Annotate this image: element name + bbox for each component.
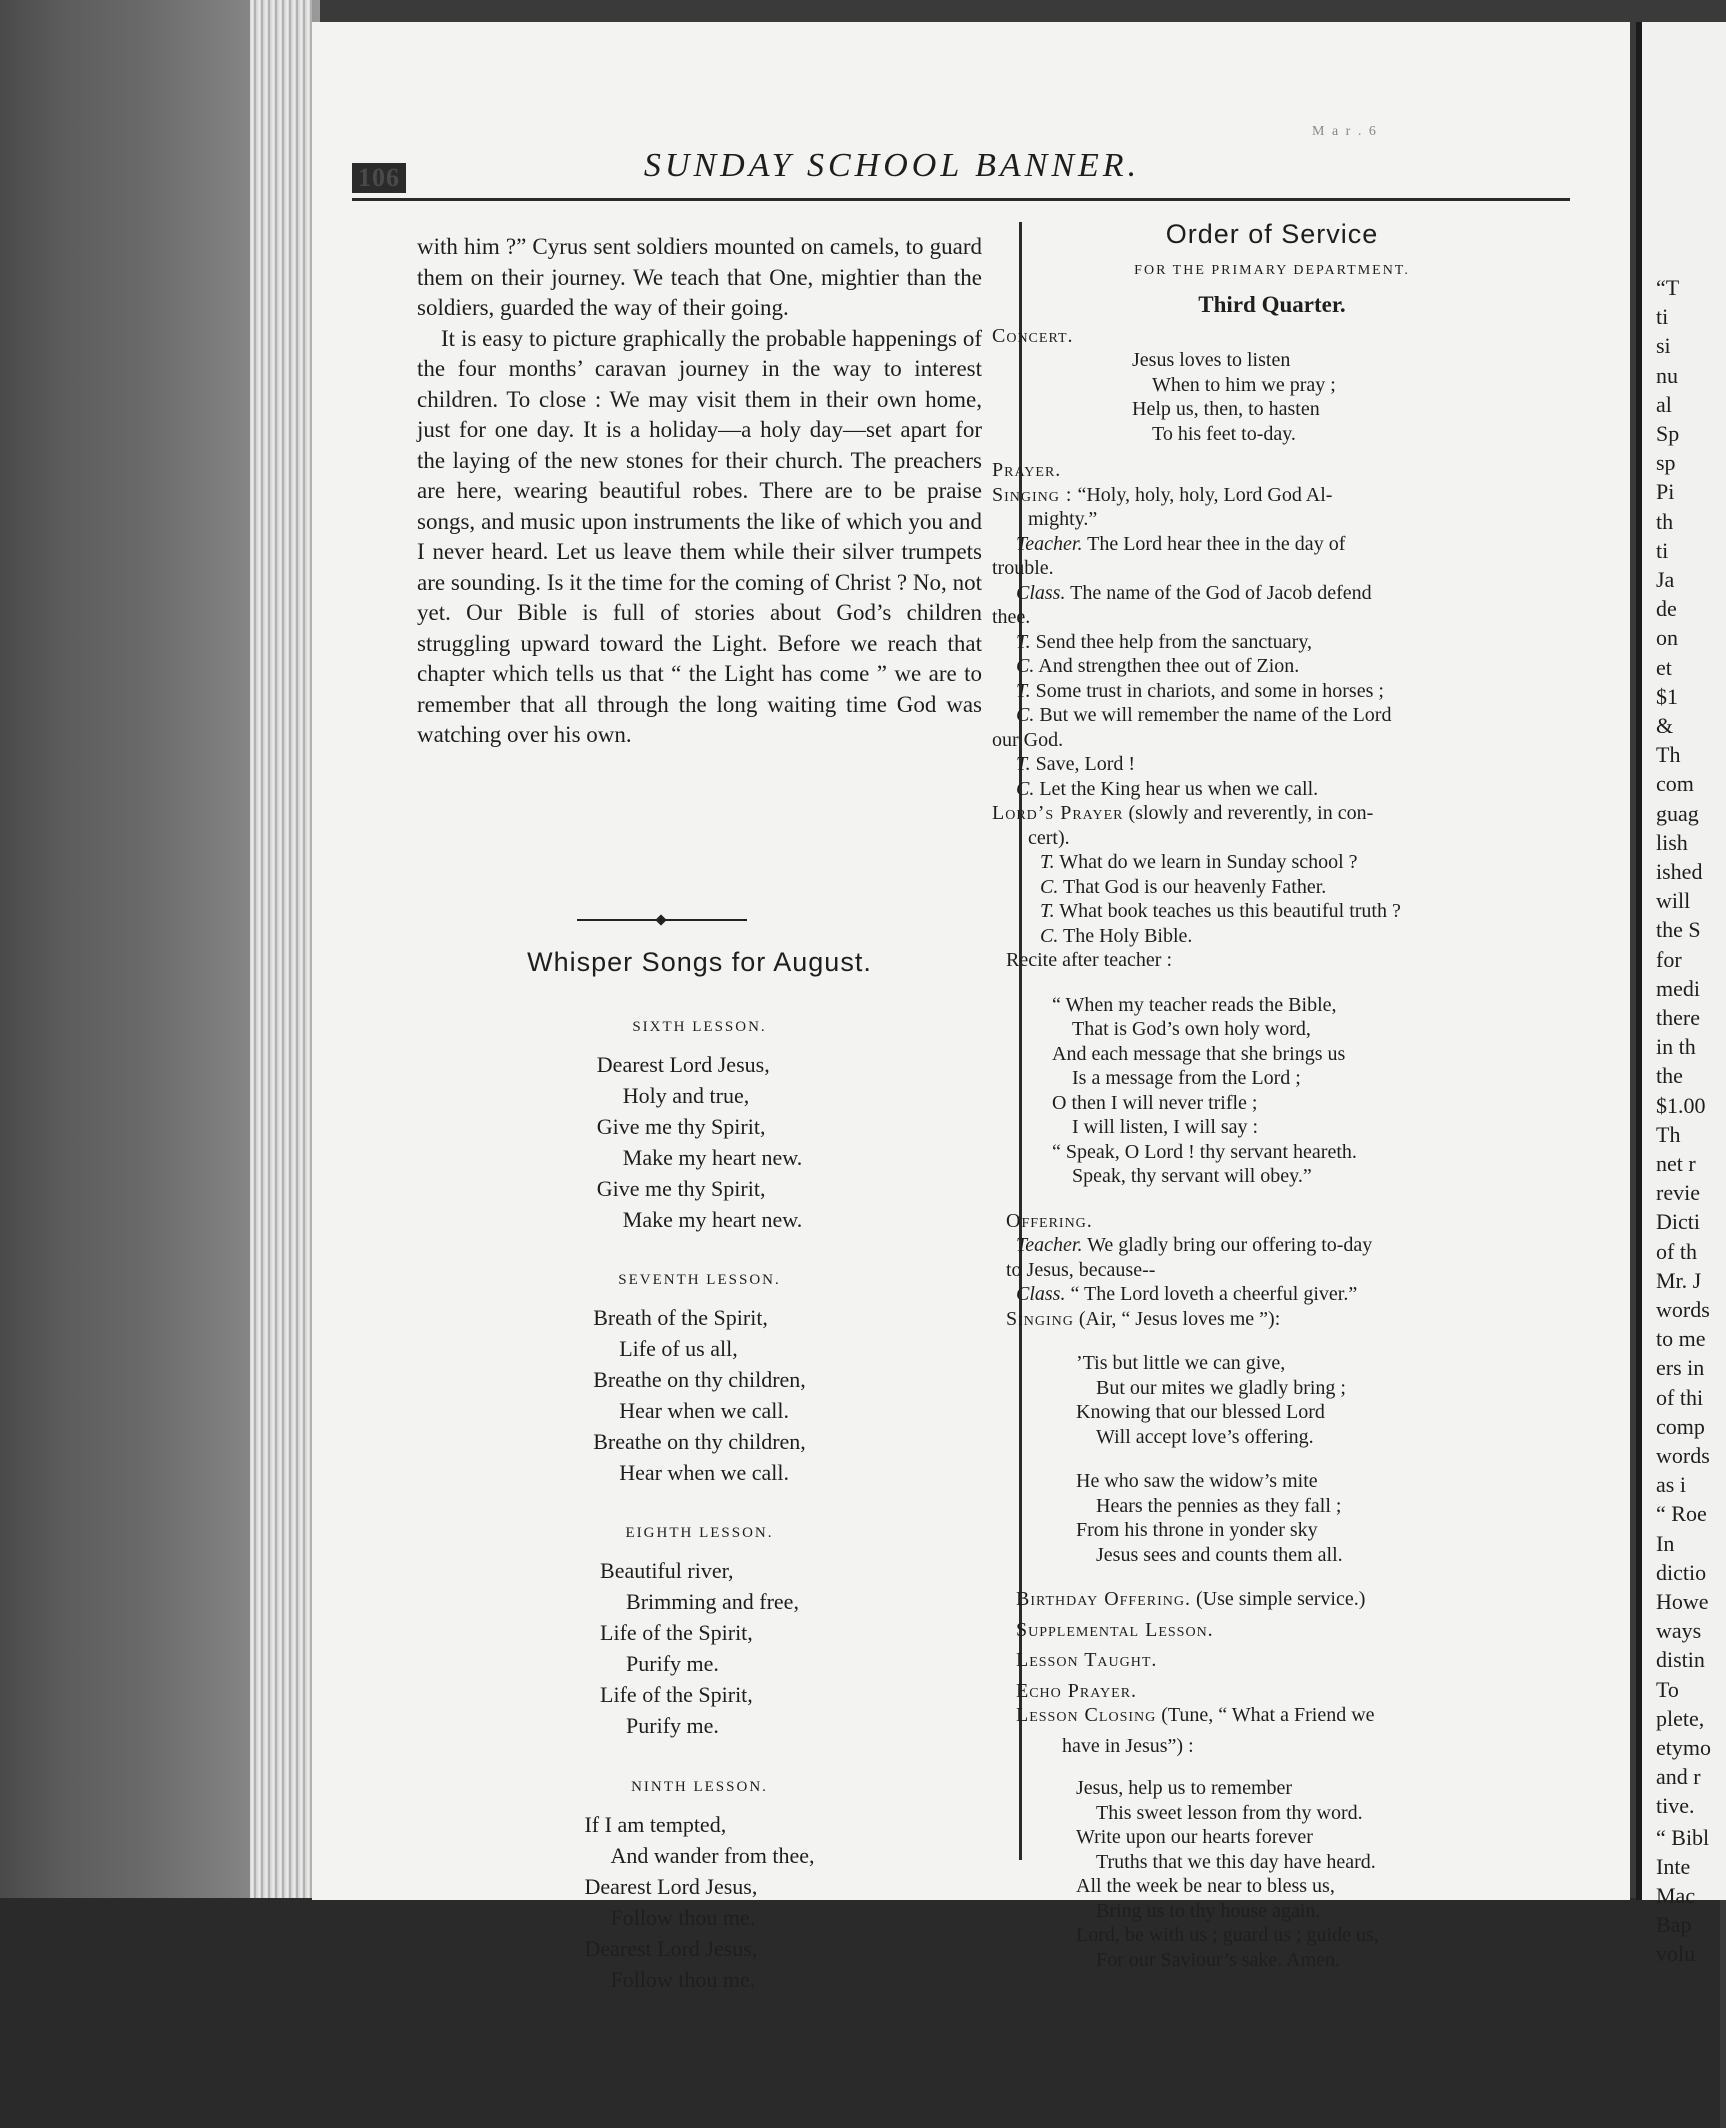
verse-line: Life of the Spirit, xyxy=(600,1681,753,1707)
offering-label: Offering. xyxy=(1006,1209,1093,1232)
verse-line: Jesus loves to listen xyxy=(1132,349,1291,371)
facing-page-text-fragment: words xyxy=(1656,1297,1710,1322)
ornament-divider xyxy=(577,914,747,926)
dialog-text: The name of the God of Jacob defend xyxy=(1070,581,1372,604)
recite-instruction: Recite after teacher : xyxy=(1006,949,1172,971)
verse-line: Jesus, help us to remember xyxy=(1076,1777,1293,1799)
verse-line: Jesus sees and counts them all. xyxy=(1096,1543,1343,1566)
page-number: 106 xyxy=(352,163,406,193)
speaker-label: T. xyxy=(1016,753,1031,775)
facing-page-text-fragment: lish xyxy=(1656,829,1688,855)
lesson-sixth xyxy=(417,1012,982,1235)
dialog-text: What do we learn in Sunday school ? xyxy=(1059,851,1358,873)
dialog-text: What book teaches us this beautiful truth ? xyxy=(1059,900,1401,922)
offering-verse-1 xyxy=(992,1351,1552,1449)
masthead: SUNDAY SCHOOL BANNER. xyxy=(643,147,1141,184)
facing-page-text-fragment: words xyxy=(1656,1443,1710,1468)
verse-line: Follow thou me. xyxy=(610,1966,756,1992)
facing-page-text-fragment: ished xyxy=(1656,859,1703,884)
offering-teacher-continued: to Jesus, because-- xyxy=(1006,1258,1156,1281)
facing-page-text-fragment: distin xyxy=(1656,1647,1705,1673)
echo-prayer: Echo Prayer. xyxy=(1016,1679,1138,1702)
lesson-title: NINTH LESSON. xyxy=(631,1779,768,1795)
dialog-line xyxy=(1016,899,1552,924)
verse-line: Give me thy Spirit, xyxy=(596,1113,766,1139)
speaker-label: C. xyxy=(1016,655,1035,677)
lesson-eighth xyxy=(417,1518,982,1741)
verse-line: Purify me. xyxy=(626,1650,719,1676)
verse-line: That is God’s own holy word, xyxy=(1072,1018,1311,1040)
facing-page-text-fragment: com xyxy=(1656,771,1694,797)
facing-page-text-fragment: Howe xyxy=(1656,1589,1709,1614)
verse-line: Speak, thy servant will obey.” xyxy=(1072,1165,1312,1187)
page-edges xyxy=(250,0,312,2128)
facing-page-text-fragment: tive. xyxy=(1656,1793,1695,1819)
facing-page-text-fragment: net r xyxy=(1656,1151,1696,1176)
speaker-label: C. xyxy=(1040,875,1059,898)
facing-page-text-fragment: guag xyxy=(1656,800,1699,826)
facing-page-text-fragment: Ja xyxy=(1656,567,1675,592)
dialog-text: And strengthen thee out of Zion. xyxy=(1038,655,1300,677)
facing-page-fragment xyxy=(1636,22,1726,1966)
verse-line: Dearest Lord Jesus, xyxy=(584,1935,758,1961)
verse-line: Will accept love’s offering. xyxy=(1096,1425,1314,1448)
facing-page-text-fragment: “ Bibl xyxy=(1656,1825,1710,1850)
catechism xyxy=(992,850,1552,948)
verse-line: Make my heart new. xyxy=(622,1144,803,1170)
department-subtitle: FOR THE PRIMARY DEPARTMENT. xyxy=(1134,262,1410,278)
facing-page-text-fragment: Mr. J xyxy=(1656,1267,1702,1293)
speaker-label: T. xyxy=(1016,679,1031,702)
singing-continued: mighty.” xyxy=(1028,508,1098,530)
left-column xyxy=(417,232,982,1992)
verse-line: Follow thou me. xyxy=(610,1904,756,1930)
recite-verse xyxy=(992,993,1552,1189)
dialog-text: That God is our heavenly Father. xyxy=(1062,875,1327,898)
verse-line: Hears the pennies as they fall ; xyxy=(1096,1494,1342,1517)
verse-line: Life of the Spirit, xyxy=(600,1619,753,1645)
lesson-seventh xyxy=(417,1265,982,1488)
lesson-closing-line xyxy=(992,1703,1552,1728)
dialog-text: Let the King hear us when we call. xyxy=(1039,777,1319,800)
dialog-line xyxy=(992,752,1552,777)
facing-page-text-fragment: for xyxy=(1656,946,1682,972)
verse-line: Write upon our hearts forever xyxy=(1076,1826,1313,1848)
dialog-text: The Holy Bible. xyxy=(1062,924,1193,947)
dialog-text: Save, Lord ! xyxy=(1035,753,1136,775)
offering-teacher-text: We gladly bring our offering to-day xyxy=(1087,1234,1373,1256)
verse-line: Knowing that our blessed Lord xyxy=(1076,1401,1325,1423)
facing-page-text-fragment: etymo xyxy=(1656,1735,1711,1760)
verse-line: To his feet to-day. xyxy=(1152,422,1296,445)
verse-line: O then I will never trifle ; xyxy=(1052,1091,1258,1114)
dialog-line xyxy=(992,728,1552,753)
facing-page-text-fragment: Bap xyxy=(1656,1912,1692,1937)
facing-page-text-fragment: to me xyxy=(1656,1326,1706,1352)
speaker-label: C. xyxy=(1016,777,1035,800)
concert-label: Concert. xyxy=(992,324,1074,347)
facing-page-text-fragment: & xyxy=(1656,713,1674,738)
facing-page-text-fragment: ways xyxy=(1656,1618,1702,1644)
scanned-page xyxy=(312,22,1630,1992)
lesson-ninth xyxy=(417,1772,982,1995)
facing-page-text-fragment: Sp xyxy=(1656,421,1680,446)
facing-page-text-fragment: revie xyxy=(1656,1180,1700,1206)
lesson-title: SIXTH LESSON. xyxy=(632,1019,767,1035)
responsive-reading xyxy=(992,532,1552,802)
dialog-line xyxy=(992,703,1552,728)
facing-page-text-fragment: si xyxy=(1656,333,1671,359)
facing-page-text-fragment: “T xyxy=(1656,275,1680,300)
order-of-service-title: Order of Service xyxy=(1165,219,1379,249)
verse-line: “ Speak, O Lord ! thy servant heareth. xyxy=(1052,1140,1357,1163)
verse-line: From his throne in yonder sky xyxy=(1076,1519,1318,1541)
facing-page-text-fragment: ers in xyxy=(1656,1355,1705,1381)
verse-line: All the week be near to bless us, xyxy=(1076,1875,1335,1897)
singing2-line xyxy=(992,1307,1552,1332)
verse-line: For our Saviour’s sake. Amen. xyxy=(1096,1948,1341,1971)
facing-page-text-fragment: in th xyxy=(1656,1034,1696,1060)
facing-page-text-fragment: there xyxy=(1656,1005,1700,1030)
verse-line: Brimming and free, xyxy=(626,1588,799,1614)
paragraph: It is easy to picture graphically the probable happenings of the four months’ caravan journey in the way to interest children. To close : We may visit them in their own home, just for one day. It is a holiday—a holy day—set apart for the laying of the new stones for their church. The preachers are here, wearing beautiful robes. There are to be praise songs, and music upon instruments the like of which you and I never heard. Let us leave them while their silver trumpets are sounding. Is it the time for the coming of Christ ? No, not yet. Our Bible is full of stories about God’s children struggling upward toward the Light. Before we reach that chapter which tells us that “ the Light has come ” we are to remember that all through the long waiting time God was watching over his own. xyxy=(417,325,982,747)
corner-mark: M a r . 6 xyxy=(1312,124,1378,139)
speaker-label: Class. xyxy=(1016,1283,1066,1305)
offering-verse-2 xyxy=(992,1469,1552,1567)
facing-page-text-fragment: medi xyxy=(1656,975,1700,1001)
verse-line: Beautiful river, xyxy=(600,1557,734,1583)
verse-line: Dearest Lord Jesus, xyxy=(584,1873,758,1899)
dialog-line xyxy=(992,605,1552,630)
verse-line: This sweet lesson from thy word. xyxy=(1096,1801,1363,1824)
facing-page-text-fragment: as i xyxy=(1656,1472,1686,1498)
lesson-title: EIGHTH LESSON. xyxy=(625,1525,774,1541)
facing-page-text-fragment: of th xyxy=(1656,1238,1697,1264)
dialog-text: The Lord hear thee in the day of xyxy=(1087,532,1346,555)
facing-page-text-fragment: al xyxy=(1656,391,1672,417)
speaker-label: T. xyxy=(1040,900,1055,922)
lords-prayer-continued: cert). xyxy=(1028,826,1070,849)
facing-page-text-fragment: the S xyxy=(1656,917,1701,943)
paragraph: with him ?” Cyrus sent soldiers mounted on camels, to guard them on their journey. We teach that One, mightier than the soldiers, guarded the way of their going. xyxy=(417,234,982,320)
facing-page-text-fragment: Mac xyxy=(1656,1883,1696,1908)
lords-prayer-label: Lord’s Prayer xyxy=(992,802,1124,824)
dialog-text: Send thee help from the sanctuary, xyxy=(1035,630,1313,653)
verse-line: “ When my teacher reads the Bible, xyxy=(1052,993,1337,1016)
verse-line: And each message that she brings us xyxy=(1052,1042,1346,1065)
dialog-text: Some trust in chariots, and some in horses ; xyxy=(1035,679,1384,702)
birthday-label: Birthday Offering. xyxy=(1016,1588,1191,1610)
facing-page-text-fragment: de xyxy=(1656,596,1677,622)
concert-verse xyxy=(992,348,1552,446)
dialog-text: our God. xyxy=(992,728,1064,751)
dialog-line xyxy=(992,532,1552,557)
verse-line: Truths that we this day have heard. xyxy=(1096,1850,1376,1873)
birthday-offering-line xyxy=(992,1587,1552,1612)
singing-label: Singing : xyxy=(992,483,1073,506)
birthday-text: (Use simple service.) xyxy=(1196,1588,1366,1610)
lesson-verse xyxy=(597,1049,802,1235)
dialog-line xyxy=(1016,924,1552,949)
page-header xyxy=(352,137,1432,197)
facing-page-text-fragment: Th xyxy=(1656,1121,1681,1147)
facing-page-text-fragment: comp xyxy=(1656,1413,1705,1439)
lesson-closing-continued: have in Jesus”) : xyxy=(1062,1734,1194,1757)
speaker-label: C. xyxy=(1040,924,1059,947)
facing-page-text-fragment: sp xyxy=(1656,450,1676,476)
whisper-songs-title: Whisper Songs for August. xyxy=(527,947,872,977)
offering-class-text: “ The Lord loveth a cheerful giver.” xyxy=(1070,1283,1358,1305)
dialog-line xyxy=(992,556,1552,581)
verse-line: ’Tis but little we can give, xyxy=(1076,1352,1286,1374)
facing-page-text-fragment: Pi xyxy=(1656,479,1675,505)
facing-page-text-fragment: “ Roe xyxy=(1656,1501,1707,1527)
speaker-label: Class. xyxy=(1016,581,1066,604)
verse-line: Life of us all, xyxy=(619,1335,738,1361)
dialog-line xyxy=(1016,850,1552,875)
verse-line: Hear when we call. xyxy=(619,1459,789,1485)
speaker-label: Teacher. xyxy=(1016,1234,1083,1256)
facing-page-text-fragment: plete, xyxy=(1656,1705,1705,1731)
dialog-text: trouble. xyxy=(992,557,1054,579)
speaker-label: T. xyxy=(1016,630,1031,653)
facing-page-text-fragment: of thi xyxy=(1656,1384,1704,1410)
dialog-text: thee. xyxy=(992,606,1031,628)
quarter-heading: Third Quarter. xyxy=(1198,292,1346,317)
facing-page-text-fragment: th xyxy=(1656,508,1674,534)
speaker-label: Teacher. xyxy=(1016,532,1083,555)
facing-page-text-fragment: and r xyxy=(1656,1764,1701,1790)
verse-line: If I am tempted, xyxy=(584,1811,727,1837)
lords-prayer-text: (slowly and reverently, in con- xyxy=(1128,802,1374,824)
verse-line: Hear when we call. xyxy=(619,1397,789,1423)
dialog-line xyxy=(992,679,1552,704)
facing-page-text-fragment: In xyxy=(1656,1530,1675,1556)
dialog-line xyxy=(992,654,1552,679)
verse-line: When to him we pray ; xyxy=(1152,373,1336,396)
verse-line: Give me thy Spirit, xyxy=(596,1175,766,1201)
singing-text: “Holy, holy, holy, Lord God Al- xyxy=(1077,483,1333,506)
prayer-label: Prayer. xyxy=(992,459,1062,481)
lesson-closing-label: Lesson Closing xyxy=(1016,1704,1157,1726)
header-rule xyxy=(352,198,1570,201)
singing-line xyxy=(992,483,1552,508)
verse-line: Dearest Lord Jesus, xyxy=(596,1051,770,1077)
facing-page-text-fragment: Inte xyxy=(1656,1854,1691,1879)
verse-line: Is a message from the Lord ; xyxy=(1072,1067,1301,1089)
facing-page-text-fragment: Th xyxy=(1656,742,1681,768)
facing-page-text-fragment: et xyxy=(1656,654,1672,680)
lesson-taught: Lesson Taught. xyxy=(1016,1649,1158,1671)
verse-line: Breath of the Spirit, xyxy=(593,1304,768,1330)
singing2-label: Singing xyxy=(1006,1307,1074,1330)
facing-page-text-fragment: dictio xyxy=(1656,1559,1707,1585)
offering-class-line xyxy=(992,1282,1552,1307)
supplemental-lesson: Supplemental Lesson. xyxy=(1016,1618,1214,1641)
offering-teacher-line xyxy=(992,1233,1552,1258)
verse-line: Breathe on thy children, xyxy=(593,1428,806,1454)
verse-line: And wander from thee, xyxy=(610,1842,815,1868)
right-column xyxy=(992,219,1552,1992)
dialog-text: But we will remember the name of the Lord xyxy=(1039,704,1392,726)
lords-prayer-line xyxy=(992,801,1552,826)
verse-line: Lord, be with us ; guard us ; guide us, xyxy=(1076,1924,1379,1946)
lesson-closing-text: (Tune, “ What a Friend we xyxy=(1161,1704,1375,1726)
verse-line: Breathe on thy children, xyxy=(593,1366,806,1392)
facing-page-text-fragment: ti xyxy=(1656,304,1669,330)
facing-page-text-fragment: ti xyxy=(1656,537,1669,563)
facing-page-text-fragment: $1.00 xyxy=(1656,1092,1706,1118)
dialog-line xyxy=(992,581,1552,606)
facing-page-text-fragment: $1 xyxy=(1656,683,1678,709)
facing-page-text-fragment: Dicti xyxy=(1656,1209,1700,1235)
verse-line: I will listen, I will say : xyxy=(1072,1116,1259,1138)
verse-line: Purify me. xyxy=(626,1712,719,1738)
facing-page-text-fragment: will xyxy=(1656,888,1691,914)
dialog-line xyxy=(992,777,1552,802)
verse-line: Holy and true, xyxy=(622,1082,750,1108)
lesson-title: SEVENTH LESSON. xyxy=(618,1272,781,1288)
lesson-verse xyxy=(584,1809,814,1995)
speaker-label: C. xyxy=(1016,704,1035,726)
facing-page-text-fragment: on xyxy=(1656,625,1678,651)
closing-verse xyxy=(992,1776,1552,1972)
singing2-text: (Air, “ Jesus loves me ”): xyxy=(1078,1307,1281,1330)
verse-line: Bring us to thy house again. xyxy=(1096,1899,1321,1922)
dialog-line xyxy=(1016,875,1552,900)
lesson-verse xyxy=(600,1555,799,1741)
speaker-label: T. xyxy=(1040,851,1055,873)
verse-line: Make my heart new. xyxy=(622,1206,803,1232)
dialog-line xyxy=(992,630,1552,655)
verse-line: Help us, then, to hasten xyxy=(1132,398,1320,420)
verse-line: But our mites we gladly bring ; xyxy=(1096,1376,1346,1399)
facing-page-text-fragment: volu xyxy=(1656,1941,1696,1966)
facing-page-text-fragment: To xyxy=(1656,1676,1679,1702)
facing-page-text-fragment: the xyxy=(1656,1063,1683,1089)
facing-page-text-fragment: nu xyxy=(1656,362,1678,388)
verse-line: He who saw the widow’s mite xyxy=(1076,1470,1318,1492)
lesson-verse xyxy=(593,1302,806,1488)
